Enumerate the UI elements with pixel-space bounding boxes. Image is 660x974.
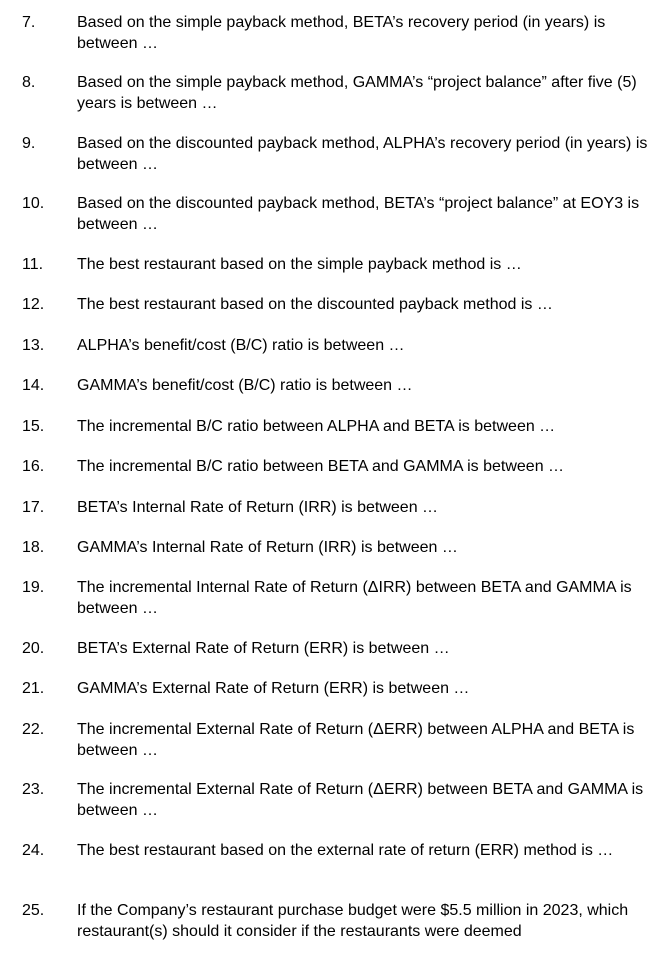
question-number: 16. — [22, 458, 45, 475]
question-text: BETA’s External Rate of Return (ERR) is between … — [77, 640, 450, 657]
question-text: The incremental B/C ratio between ALPHA and BETA is between … — [77, 418, 556, 435]
question-text: If the Company’s restaurant purchase budget were $5.5 million in 2023, which restaurant(s) should it consider if the restaurants were deemed — [77, 902, 629, 940]
question-number: 18. — [22, 539, 45, 556]
question-number: 15. — [22, 418, 45, 435]
question-number: 22. — [22, 721, 45, 738]
question-number: 9. — [22, 135, 36, 152]
question-number: 11. — [22, 256, 44, 273]
question-text: The best restaurant based on the external rate of return (ERR) method is … — [77, 842, 614, 859]
question-text: The incremental External Rate of Return (ΔERR) between ALPHA and BETA is between … — [77, 721, 635, 759]
question-number: 19. — [22, 579, 45, 596]
question-number: 23. — [22, 781, 45, 798]
question-number: 10. — [22, 195, 45, 212]
question-text: Based on the simple payback method, BETA’s recovery period (in years) is between … — [77, 14, 606, 52]
question-text: The best restaurant based on the simple payback method is … — [77, 256, 522, 273]
question-number: 8. — [22, 74, 36, 91]
question-number: 24. — [22, 842, 45, 859]
question-text: The incremental B/C ratio between BETA and GAMMA is between … — [77, 458, 565, 475]
question-number: 14. — [22, 377, 45, 394]
question-text: The incremental Internal Rate of Return (ΔIRR) between BETA and GAMMA is between … — [77, 579, 632, 617]
question-number: 20. — [22, 640, 45, 657]
question-text: Based on the discounted payback method, BETA’s “project balance” at EOY3 is between … — [77, 195, 640, 233]
question-number: 21. — [22, 680, 45, 697]
question-text: BETA’s Internal Rate of Return (IRR) is between … — [77, 499, 439, 516]
question-text: Based on the discounted payback method, ALPHA’s recovery period (in years) is between … — [77, 135, 648, 173]
question-text: ALPHA’s benefit/cost (B/C) ratio is between … — [77, 337, 405, 354]
question-text: GAMMA’s External Rate of Return (ERR) is between … — [77, 680, 470, 697]
question-text: The best restaurant based on the discounted payback method is … — [77, 296, 553, 313]
question-number: 12. — [22, 296, 45, 313]
question-number: 25. — [22, 902, 45, 919]
question-text: GAMMA’s benefit/cost (B/C) ratio is between … — [77, 377, 413, 394]
question-number: 13. — [22, 337, 45, 354]
question-text: The incremental External Rate of Return (ΔERR) between BETA and GAMMA is between … — [77, 781, 644, 819]
question-number: 17. — [22, 499, 45, 516]
question-number: 7. — [22, 14, 36, 31]
question-text: GAMMA’s Internal Rate of Return (IRR) is between … — [77, 539, 458, 556]
question-text: Based on the simple payback method, GAMMA’s “project balance” after five (5) years is between … — [77, 74, 637, 112]
